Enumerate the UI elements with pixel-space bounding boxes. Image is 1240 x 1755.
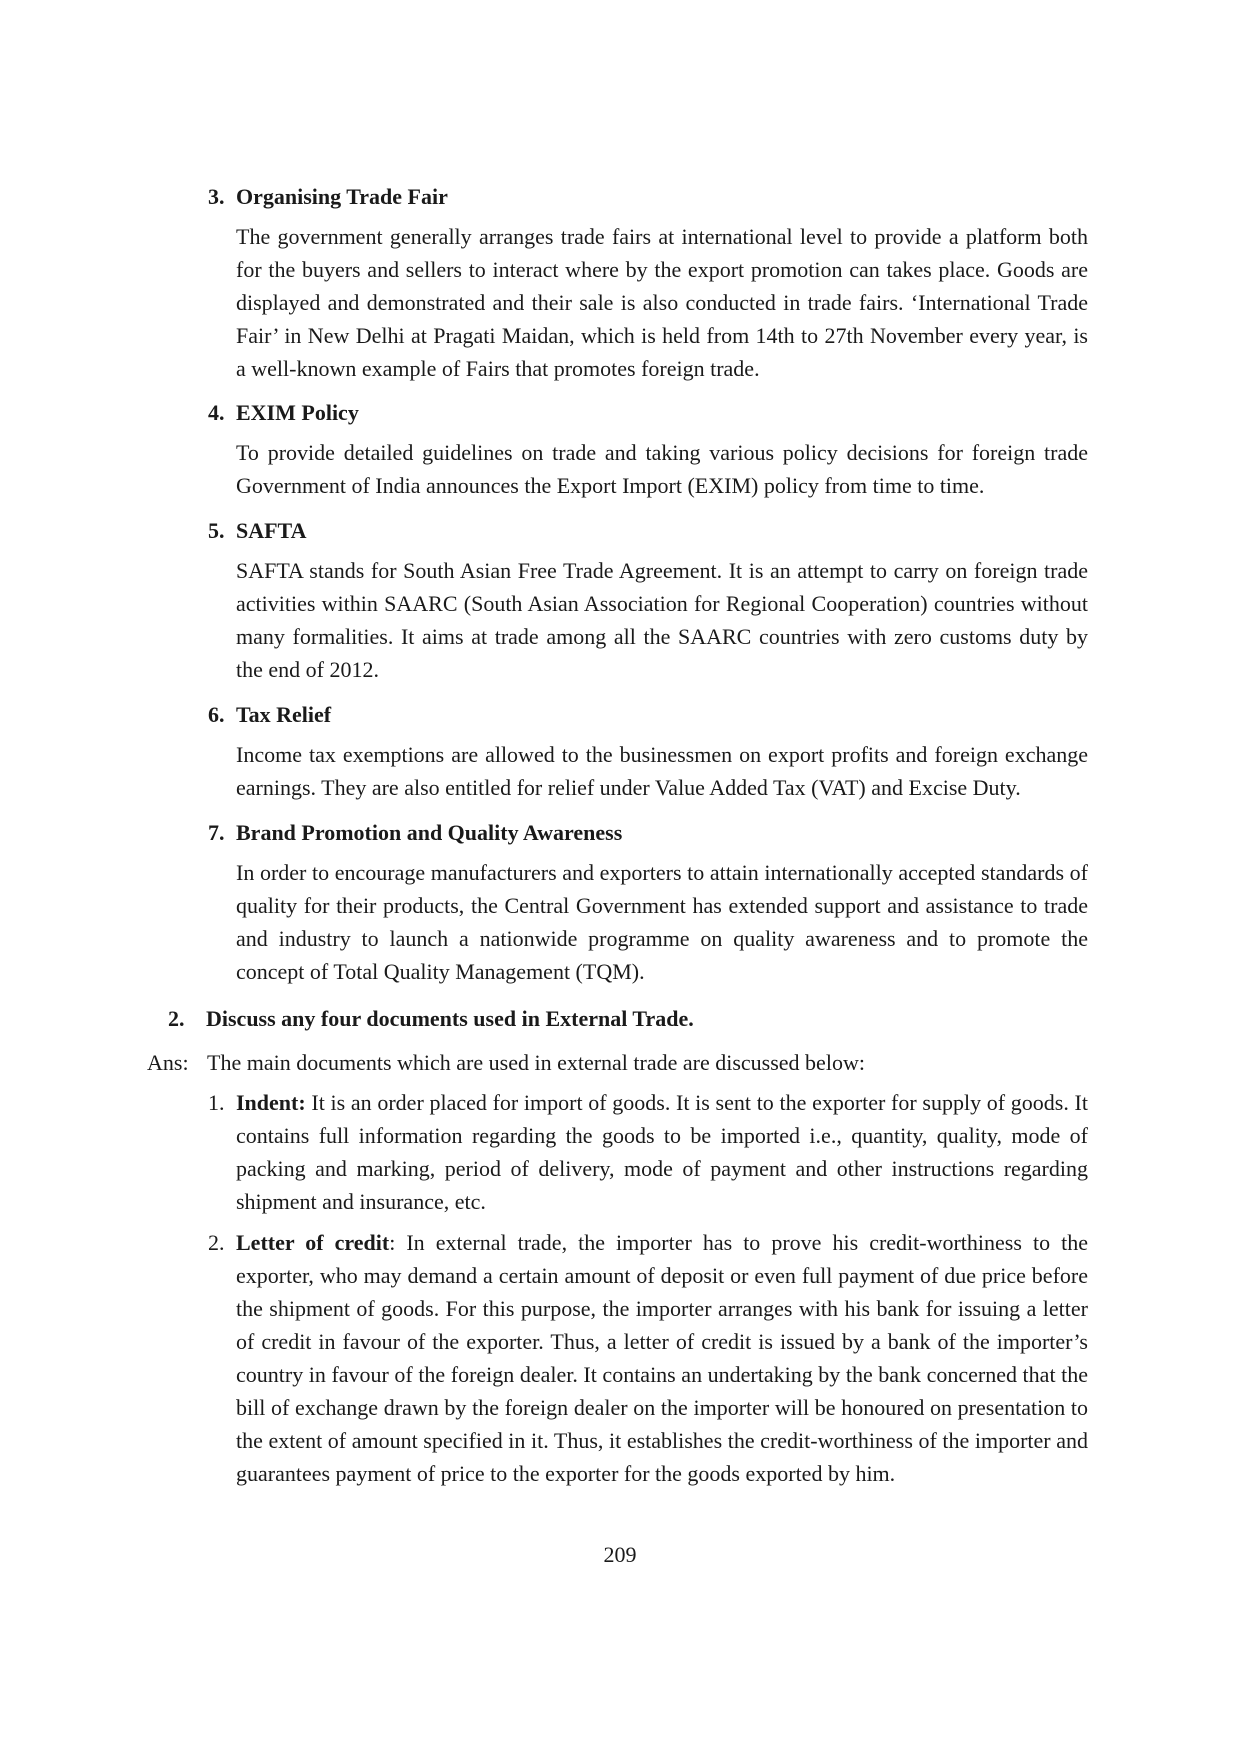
- section-number: 5.: [208, 518, 225, 543]
- section-tax-relief: [208, 702, 1088, 804]
- page-number: 209: [603, 1542, 637, 1567]
- question-heading: [168, 1006, 694, 1032]
- answer-intro-text: The main documents which are used in external trade are discussed below:: [207, 1050, 865, 1075]
- document-text: It is an order placed for import of goods. It is sent to the exporter for supply of goods. It contains full information regarding the goods to be imported i.e., quantity, quality, mode of packing and marking, period of delivery, mode of payment and other instructions regarding shipment and insurance, etc.: [236, 1090, 1088, 1214]
- answer-intro: [147, 1050, 1087, 1076]
- section-title: Organising Trade Fair: [236, 184, 448, 209]
- section-heading: [208, 702, 1088, 728]
- document-item-body: [236, 1226, 1088, 1490]
- section-title: Tax Relief: [236, 702, 332, 727]
- section-exim-policy: [208, 400, 1088, 502]
- section-body: SAFTA stands for South Asian Free Trade Agreement. It is an attempt to carry on foreign trade activities within SAARC (South Asian Association for Regional Cooperation) countries without many formalities. It aims at trade among all the SAARC countries with zero customs duty by the end of 2012.: [236, 558, 1088, 682]
- question-text: Discuss any four documents used in External Trade.: [206, 1006, 694, 1031]
- document-item-letter-of-credit: [208, 1226, 1088, 1490]
- section-title: EXIM Policy: [236, 400, 359, 425]
- section-number: 4.: [208, 400, 225, 425]
- section-body: To provide detailed guidelines on trade and taking various policy decisions for foreign trade Government of India announces the Export Import (EXIM) policy from time to time.: [236, 440, 1088, 498]
- list-number: 2.: [208, 1230, 225, 1255]
- section-number: 3.: [208, 184, 225, 209]
- section-heading: [208, 400, 1088, 426]
- section-body: In order to encourage manufacturers and exporters to attain internationally accepted standards of quality for their products, the Central Government has extended support and assistance to trade and industry to launch a nationwide programme on quality awareness and to promote the concept of Total Quality Management (TQM).: [236, 860, 1088, 984]
- section-brand-promotion: [208, 820, 1088, 988]
- section-body: The government generally arranges trade fairs at international level to provide a platform both for the buyers and sellers to interact where by the export promotion can takes place. Goods are displayed and demonstrated and their sale is also conducted in trade fairs. ‘International Trade Fair’ in New Delhi at Pragati Maidan, which is held from 14th to 27th November every year, is a well-known example of Fairs that promotes foreign trade.: [236, 224, 1088, 381]
- section-title: Brand Promotion and Quality Awareness: [236, 820, 623, 845]
- section-heading: [208, 184, 1088, 210]
- section-number: 6.: [208, 702, 225, 727]
- answer-label: Ans:: [147, 1050, 189, 1075]
- question-number: 2.: [168, 1006, 185, 1031]
- section-body: Income tax exemptions are allowed to the businessmen on export profits and foreign exchange earnings. They are also entitled for relief under Value Added Tax (VAT) and Excise Duty.: [236, 742, 1088, 800]
- document-item-body: [236, 1086, 1088, 1218]
- section-organising-trade-fair: [208, 184, 1088, 385]
- section-safta: [208, 518, 1088, 686]
- document-term: Indent:: [236, 1090, 306, 1115]
- section-heading: [208, 820, 1088, 846]
- section-number: 7.: [208, 820, 225, 845]
- section-heading: [208, 518, 1088, 544]
- section-title: SAFTA: [236, 518, 307, 543]
- document-item-indent: [208, 1086, 1088, 1218]
- document-text: : In external trade, the importer has to prove his credit-worthiness to the exporter, who may demand a certain amount of deposit or even full payment of due price before the shipment of goods. For this purpose, the importer arranges with his bank for issuing a letter of credit in favour of the exporter. Thus, a letter of credit is issued by a bank of the importer’s country in favour of the foreign dealer. It contains an undertaking by the bank concerned that the bill of exchange drawn by the foreign dealer on the importer will be honoured on presentation to the extent of amount specified in it. Thus, it establishes the credit-worthiness of the importer and guarantees payment of price to the exporter for the goods exported by him.: [236, 1230, 1088, 1486]
- document-term: Letter of credit: [236, 1230, 390, 1255]
- list-number: 1.: [208, 1090, 225, 1115]
